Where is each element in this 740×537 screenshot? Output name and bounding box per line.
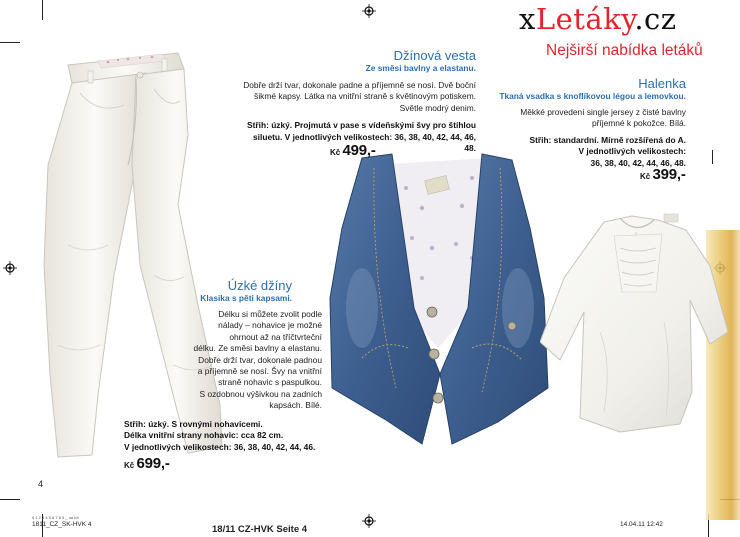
blouse-spec-line: Střih: standardní. Mírně rozšířená do A.	[529, 134, 686, 145]
blouse-description-block	[490, 76, 686, 169]
print-slug-title: 18/11 CZ-HVK Seite 4	[212, 524, 308, 535]
jeans-price-value: 699,-	[136, 455, 170, 472]
jeans-spec-block	[124, 419, 344, 453]
brand-logo: xLetáky.cz	[519, 2, 677, 36]
currency-label: Kč	[330, 148, 341, 157]
jeans-desc-line: S ozdobnou výšivkou na zadních	[199, 388, 322, 399]
page-number: 4	[38, 479, 44, 489]
vest-desc-line: Světle modrý denim.	[399, 102, 476, 113]
brand-tagline: Nejširší nabídka letáků	[546, 42, 703, 59]
blouse-desc-line: příjemné k pokožce. Bílá.	[591, 118, 686, 129]
jeans-subtitle: Klasika s pěti kapsami.	[200, 293, 292, 303]
blouse-price-value: 399,-	[652, 166, 686, 183]
blouse-desc-line: Měkké provedení single jersey z čisté bavlny	[520, 107, 686, 117]
blouse-spec-line: V jednotlivých velikostech:	[578, 146, 686, 157]
print-slug-file: 1811_CZ_SK-HVK 4	[32, 521, 92, 528]
jeans-desc-line: délku. Ze směsi bavlny a elastanu.	[193, 343, 322, 354]
vest-title: Džínová vesta	[393, 48, 476, 63]
jeans-desc-line: ohrnout až na tříčtvrteční	[229, 331, 322, 342]
jeans-desc-line: Délku si můžete zvolit podle	[218, 309, 322, 319]
registration-mark-icon	[362, 514, 376, 528]
jeans-spec-line: V jednotlivých velikostech: 36, 38, 40, 42, 44, 46.	[124, 441, 316, 452]
jeans-desc-line: nálady – nohavice je možné	[218, 320, 322, 331]
blouse-title: Halenka	[638, 76, 686, 91]
vest-desc-line: šikmé kapsy. Látka na vnitřní straně s květinovým potiskem.	[254, 91, 476, 102]
jeans-desc-line: straně nohavic s paspulkou.	[218, 377, 322, 388]
vest-spec-line: Střih: úzký. Projmutá v pase s vídeňskými švy pro štíhlou	[247, 120, 476, 131]
jeans-desc-line: kapsách. Bílé.	[269, 400, 322, 411]
blouse-subtitle: Tkaná vsadka s knoflíkovou légou a lemovkou.	[499, 91, 686, 101]
vest-price	[330, 142, 376, 159]
vest-spec-line: siluetu. V jednotlivých velikostech: 36, 38, 40, 42, 44, 46, 48.	[253, 131, 476, 154]
jeans-desc-line: Dobře drží tvar, dokonale padnou	[198, 354, 322, 365]
vest-description-block	[240, 48, 476, 154]
jeans-price	[124, 455, 170, 472]
jeans-heading-block	[150, 278, 292, 304]
vest-desc-line: Dobře drží tvar, dokonale padne a příjemně se nosí. Dvě boční	[243, 80, 476, 90]
vest-price-value: 499,-	[342, 142, 376, 159]
blouse-spec-line: 36, 38, 40, 42, 44, 46, 48.	[590, 157, 686, 168]
registration-mark-icon	[3, 261, 17, 275]
crop-mark	[712, 150, 713, 164]
jeans-description-block	[140, 309, 322, 412]
blouse-price	[640, 166, 686, 183]
print-slug-date: 14.04.11 12:42	[620, 521, 663, 528]
currency-label: Kč	[124, 461, 135, 470]
vest-subtitle: Ze směsi bavlny a elastanu.	[365, 63, 476, 73]
denim-vest-image	[322, 148, 554, 458]
jeans-title: Úzké džíny	[227, 278, 292, 293]
crop-mark	[42, 0, 43, 20]
white-blouse-image	[540, 192, 730, 442]
jeans-spec-line: Střih: úzký. S rovnými nohavicemi.	[124, 419, 263, 429]
registration-mark-icon	[362, 4, 376, 18]
crop-mark	[0, 499, 20, 500]
currency-label: Kč	[640, 172, 651, 181]
crop-mark	[0, 42, 20, 43]
jeans-desc-line: a příjemně se nosí. Švy na vnitřní	[197, 366, 322, 377]
jeans-spec-line: Délka vnitřní strany nohavic: cca 82 cm.	[124, 430, 284, 441]
print-slug-code: 0 1 2 3 4 5 6 7 8 9 _ ua b4	[32, 515, 79, 520]
